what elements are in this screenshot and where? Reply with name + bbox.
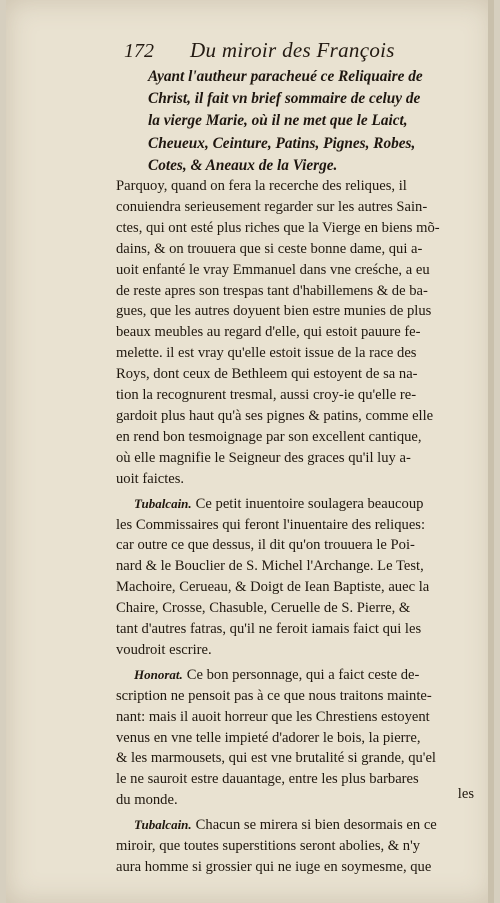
text-line: aura homme si grossier qui ne iuge en soymesme, que: [116, 859, 432, 875]
body-text: [116, 176, 488, 878]
text-fragment: Ce bon personnage, qui a faict ceste de-: [186, 666, 420, 683]
text-line: venus en vne telle impieté d'adorer le bois, la pierre,: [116, 729, 421, 746]
paragraph: [116, 494, 488, 661]
text-line: le ne sauroit estre dauantage, entre les plus barbares: [116, 771, 419, 788]
text-fragment: Chacun se mirera si bien desormais en ce: [195, 817, 437, 834]
text-line: dains, & on trouuera que si ceste bonne dame, qui a-: [116, 240, 423, 257]
text-line: miroir, que toutes superstitions seront abolies, & n'y: [116, 838, 421, 855]
text-line: tant d'autres fatras, qu'il ne feroit iamais faict qui les: [116, 621, 422, 638]
speaker-name: Honorat.: [134, 666, 183, 682]
text-line: melette. il est vray qu'elle estoit issue de la race des: [116, 345, 417, 362]
text-line: où elle magnifie le Seigneur des graces qu'il luy a-: [116, 449, 411, 466]
text-line: les Commissaires qui feront l'inuentaire des reliques:: [116, 516, 426, 533]
text-line: car outre ce que dessus, il dit qu'on trouuera le Poi-: [116, 537, 415, 554]
text-line: en rend bon tesmoignage par son excellent cantique,: [116, 428, 422, 445]
text-line: [116, 494, 488, 515]
text-fragment: Ce petit inuentoire soulagera beaucoup: [195, 495, 424, 512]
book-page: [6, 0, 494, 903]
text-line: nant: mais il auoit horreur que les Chrestiens estoyent: [116, 708, 430, 725]
text-line: [116, 665, 488, 686]
text-line: conuiendra serieusement regarder sur les autres Sain-: [116, 198, 428, 215]
text-line: gues, que les autres doyuent bien estre munies de plus: [116, 303, 432, 320]
text-line: Roys, dont ceux de Bethleem qui estoyent de sa na-: [116, 366, 418, 383]
summary-line: Cheueux, Ceinture, Patins, Pignes, Robes,: [148, 134, 416, 152]
text-line: nard & le Bouclier de S. Michel l'Archange. Le Test,: [116, 558, 424, 575]
text-line: gardoit plus haut qu'à ses pignes & patins, comme elle: [116, 407, 434, 424]
text-line: tion la recognurent tresmal, aussi croy-ie qu'elle re-: [116, 387, 417, 404]
text-line: beaux meubles au regard d'elle, qui estoit pauure fe-: [116, 324, 421, 341]
text-line: Chaire, Crosse, Chasuble, Ceruelle de S. Pierre, &: [116, 600, 411, 617]
running-title: Du miroir des François: [190, 38, 395, 62]
paragraph: [116, 815, 488, 878]
page-number: 172: [124, 40, 154, 62]
paragraph: [116, 665, 488, 811]
summary-line: Ayant l'autheur paracheué ce Reliquaire de: [148, 68, 423, 85]
page-header: [118, 38, 468, 68]
text-line: voudroit escrire.: [116, 641, 212, 658]
text-line: uoit faictes.: [116, 470, 185, 487]
text-line: du monde.: [116, 792, 178, 809]
speaker-name: Tubalcain.: [134, 495, 192, 511]
page-edge: [488, 0, 494, 903]
text-line: uoit enfanté le vray Emmanuel dans vne creśche, a eu: [116, 261, 430, 278]
text-line: Machoire, Cerueau, & Doigt de Iean Baptiste, auec la: [116, 579, 430, 596]
catchword: les: [457, 786, 474, 802]
text-line: ctes, qui ont esté plus riches que la Vierge en biens mõ-: [116, 219, 440, 236]
paragraph: [116, 176, 488, 490]
chapter-summary: [148, 66, 484, 177]
summary-line: Cotes, & Aneaux de la Vierge.: [148, 156, 338, 174]
text-line: & les marmousets, qui est vne brutalité si grande, qu'el: [116, 750, 436, 767]
summary-line: Christ, il fait vn brief sommaire de celuy de: [148, 90, 421, 108]
text-line: Parquoy, quand on fera la recerche des reliques, il: [116, 178, 407, 194]
summary-line: la vierge Marie, où il ne met que le Laict,: [148, 112, 408, 130]
text-line: [116, 815, 488, 836]
speaker-name: Tubalcain.: [134, 817, 192, 833]
text-line: scription ne pensoit pas à ce que nous traitons mainte-: [116, 687, 432, 704]
text-line: de reste apres son trespas tant d'habillemens & de ba-: [116, 282, 428, 299]
